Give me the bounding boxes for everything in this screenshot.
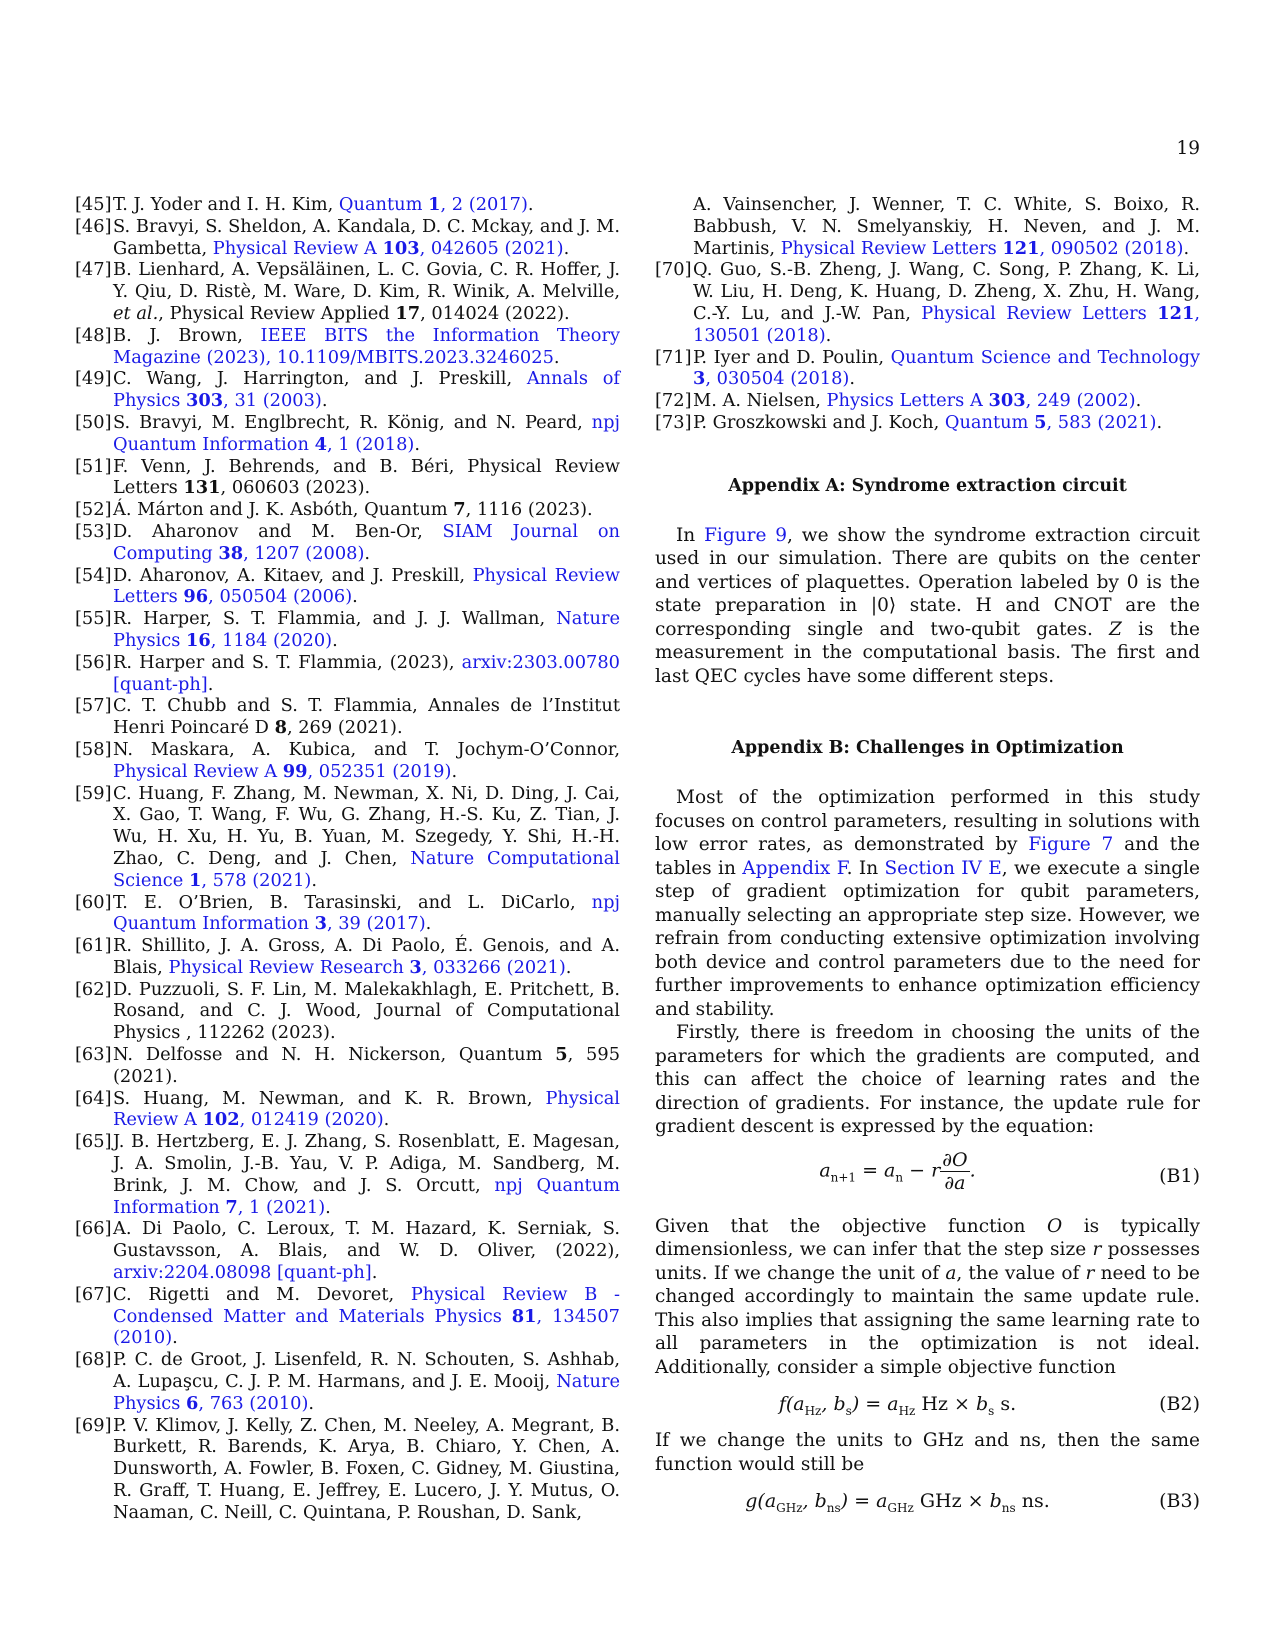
reference-number: [64] xyxy=(75,1087,112,1109)
reference-text: R. Harper and S. T. Flammia, (2023), arxiv:2303.00780 [quant-ph]. xyxy=(113,651,620,695)
reference-entry xyxy=(75,499,620,521)
reference-entry xyxy=(655,347,1200,391)
reference-number: [45] xyxy=(75,194,112,215)
reference-text: C. Wang, J. Harrington, and J. Preskill, Annals of Physics 303, 31 (2003). xyxy=(113,368,620,412)
reference-number: [67] xyxy=(75,1283,112,1305)
reference-number: [72] xyxy=(655,390,692,412)
reference-entry xyxy=(75,1088,620,1132)
page-number: 19 xyxy=(1176,138,1200,159)
reference-entry xyxy=(75,412,620,456)
reference-number: [55] xyxy=(75,608,112,630)
appendix-b-paragraph-3: Given that the objective function O is typically dimensionless, we can infer that the step size r possesses units. If we change the unit of a, the value of r need to be changed accordingly to maintain the same update rule. This also implies that assigning the same learning rate to all parameters in the optimization is not ideal. Additionally, consider a simple objective function xyxy=(655,1215,1201,1378)
equation-b2: $f(a_{Hz}$, $b_s) = a_{Hz}$ $Hz \times b_s$ s. (B2) xyxy=(778,1393,1200,1419)
equation-b3: $g(a_{GHz}$, $b_{ns}) = a_{GHz}$ GHz × $b_{ns}$ ns. (B3) xyxy=(745,1490,1200,1516)
reference-text: Á. Márton and J. K. Asbóth, Quantum 7, 1116 (2023). xyxy=(113,499,593,521)
reference-text: C. Rigetti and M. Devoret, Physical Review B - Condensed Matter and Materials Physics 81, 134507 (2010). xyxy=(113,1283,620,1349)
reference-text: B. Lienhard, A. Vepsäläinen, L. C. Govia, C. R. Hoffer, J. Y. Qiu, D. Ristè, M. Ware, D. Kim, R. Winik, A. Melville, et al., Physical Review Applied 17, 014024 (2022). xyxy=(113,259,620,324)
reference-text: S. Huang, M. Newman, and K. R. Brown, Physical Review A 102, 012419 (2020). xyxy=(113,1087,620,1131)
reference-text: C. T. Chubb and S. T. Flammia, Annales de l’Institut Henri Poincaré D 8, 269 (2021). xyxy=(113,695,620,739)
reference-entry xyxy=(75,1131,620,1218)
reference-number: [56] xyxy=(75,651,112,673)
equation-b1: $a_{n+1} = a_n - r$ $\frac{\partial O}{\partial a}$ . (B1) xyxy=(819,1148,1200,1194)
reference-entry xyxy=(75,368,620,412)
reference-text: N. Maskara, A. Kubica, and T. Jochym-O’Connor, Physical Review A 99, 052351 (2019). xyxy=(113,738,620,782)
reference-number: [68] xyxy=(75,1349,112,1371)
reference-text: P. Groszkowski and J. Koch, Quantum 5, 583 (2021). xyxy=(693,411,1163,433)
reference-entry xyxy=(75,1349,620,1414)
reference-entry xyxy=(75,892,620,936)
reference-entry xyxy=(75,1044,620,1088)
appendix-b-paragraph-1: Most of the optimization performed in this study focuses on control parameters, resulting in solutions with low error rates, as demonstrated by Figure 7 and the tables in Appendix F. In Section IV E, we execute a single step of gradient optimization for qubit parameters, manually selecting an appropriate step size. However, we refrain from conducting extensive optimization involving both device and control parameters due to the need for further improvements to enhance optimization efficiency and stability. xyxy=(655,787,1200,1020)
reference-entry xyxy=(75,1284,620,1349)
reference-number: [69] xyxy=(75,1414,112,1436)
reference-text: R. Shillito, J. A. Gross, A. Di Paolo, É. Genois, and A. Blais, Physical Review Research 3, 033266 (2021). xyxy=(113,935,620,978)
reference-text: T. J. Yoder and I. H. Kim, Quantum 1, 2 (2017). xyxy=(113,194,534,215)
reference-entry xyxy=(75,521,620,565)
reference-text: D. Puzzuoli, S. F. Lin, M. Malekakhlagh, E. Pritchett, B. Rosand, and C. J. Wood, Journal of Computational Physics , 112262 (2023). xyxy=(113,978,620,1044)
reference-text: R. Harper, S. T. Flammia, and J. J. Wallman, Nature Physics 16, 1184 (2020). xyxy=(113,608,620,651)
reference-entry xyxy=(75,216,620,260)
reference-text: P. Iyer and D. Poulin, Quantum Science and Technology 3, 030504 (2018). xyxy=(693,346,1201,390)
reference-entry xyxy=(655,194,1200,259)
reference-number: [60] xyxy=(75,891,112,913)
reference-text: D. Aharonov, A. Kitaev, and J. Preskill, Physical Review Letters 96, 050504 (2006). xyxy=(113,564,620,608)
reference-number: [57] xyxy=(75,695,112,717)
reference-number: [58] xyxy=(75,738,112,760)
equation-b2-tag: (B2) xyxy=(1159,1393,1200,1416)
reference-entry xyxy=(75,456,620,500)
reference-text: M. A. Nielsen, Physics Letters A 303, 249 (2002). xyxy=(693,390,1142,412)
reference-number: [63] xyxy=(75,1044,112,1066)
appendix-b-paragraph-4: If we change the units to GHz and ns, then the same function would still be xyxy=(655,1430,1200,1475)
reference-text: P. C. de Groot, J. Lisenfeld, R. N. Schouten, S. Ashhab, A. Lupaşcu, C. J. P. M. Harmans, and J. E. Mooij, Nature Physics 6, 763 (2010). xyxy=(113,1349,620,1414)
reference-number: [53] xyxy=(75,520,112,542)
reference-entry xyxy=(75,652,620,696)
reference-entry xyxy=(75,783,620,892)
reference-number: [49] xyxy=(75,368,112,390)
right-column xyxy=(655,194,1200,1526)
reference-number: [52] xyxy=(75,499,112,521)
reference-number: [66] xyxy=(75,1218,112,1240)
reference-number: [73] xyxy=(655,411,692,433)
appendix-b-paragraph-2: Firstly, there is freedom in choosing the units of the parameters for which the gradients are computed, and this can affect the choice of learning rates and the direction of gradients. For instance, the update rule for gradient descent is expressed by the equation: xyxy=(655,1022,1200,1138)
reference-number: [59] xyxy=(75,782,112,804)
reference-number: [61] xyxy=(75,935,112,957)
reference-text: N. Delfosse and N. H. Nickerson, Quantum 5, 595 (2021). xyxy=(113,1044,621,1087)
reference-entry xyxy=(75,739,620,783)
reference-text: J. B. Hertzberg, E. J. Zhang, S. Rosenblatt, E. Magesan, J. A. Smolin, J.-B. Yau, V. P. Adiga, M. Sandberg, M. Brink, J. M. Chow, and J. S. Orcutt, npj Quantum Information 7, 1 (2021). xyxy=(113,1131,620,1218)
reference-entry xyxy=(75,194,620,216)
reference-entry xyxy=(75,979,620,1044)
appendix-a-paragraph: In Figure 9, we show the syndrome extraction circuit used in our simulation. There are qubits on the center and vertices of plaquettes. Operation labeled by 0 is the state preparation in |0⟩ state. H and CNOT are the corresponding single and two-qubit gates. Z is the measurement in the computational basis. The first and last QEC cycles have some different steps. xyxy=(655,524,1200,687)
references-left-column xyxy=(75,194,620,1524)
reference-number: [46] xyxy=(75,215,112,237)
reference-number: [48] xyxy=(75,324,112,346)
appendix-a-title: Appendix A: Syndrome extraction circuit xyxy=(728,475,1127,496)
reference-entry xyxy=(75,608,620,652)
reference-text: D. Aharonov and M. Ben-Or, SIAM Journal on Computing 38, 1207 (2008). xyxy=(113,520,620,564)
reference-entry xyxy=(75,935,620,979)
reference-text: Q. Guo, S.-B. Zheng, J. Wang, C. Song, P. Zhang, K. Li, W. Liu, H. Deng, K. Huang, D. Zheng, X. Zhu, H. Wang, C.-Y. Lu, and J.-W. Pan, Physical Review Letters 121, 130501 (2018). xyxy=(693,259,1200,346)
reference-number: [50] xyxy=(75,411,112,433)
reference-number: [54] xyxy=(75,564,112,586)
reference-entry xyxy=(75,259,620,324)
reference-entry xyxy=(655,259,1200,346)
appendix-b-title: Appendix B: Challenges in Optimization xyxy=(731,738,1124,759)
reference-number: [47] xyxy=(75,259,112,281)
reference-number: [71] xyxy=(655,346,692,368)
reference-entry xyxy=(655,390,1200,412)
equation-b1-tag: (B1) xyxy=(1159,1164,1200,1187)
reference-number: [62] xyxy=(75,978,112,1000)
reference-number: [65] xyxy=(75,1131,112,1153)
reference-text: A. Di Paolo, C. Leroux, T. M. Hazard, K. Serniak, S. Gustavsson, A. Blais, and W. D. Oliver, (2022), arxiv:2204.08098 [quant-ph]. xyxy=(113,1218,620,1284)
reference-text: P. V. Klimov, J. Kelly, Z. Chen, M. Neeley, A. Megrant, B. Burkett, R. Barends, K. Arya, B. Chiaro, Y. Chen, A. Dunsworth, A. Fowler, B. Foxen, C. Gidney, M. Giustina, R. Graff, T. Huang, E. Jeffrey, E. Lucero, J. Y. Mutus, O. Naaman, C. Neill, C. Quintana, P. Roushan, D. Sank, xyxy=(113,1414,620,1523)
reference-text: T. E. O’Brien, B. Tarasinski, and L. DiCarlo, npj Quantum Information 3, 39 (2017). xyxy=(113,891,620,935)
reference-number: [51] xyxy=(75,455,112,477)
reference-entry xyxy=(655,412,1200,434)
reference-entry xyxy=(75,1218,620,1283)
reference-text: S. Bravyi, M. Englbrecht, R. König, and N. Peard, npj Quantum Information 4, 1 (2018). xyxy=(113,411,620,455)
reference-text: S. Bravyi, S. Sheldon, A. Kandala, D. C. Mckay, and J. M. Gambetta, Physical Review A 103, 042605 (2021). xyxy=(113,215,620,259)
reference-text: C. Huang, F. Zhang, M. Newman, X. Ni, D. Ding, J. Cai, X. Gao, T. Wang, F. Wu, G. Zhang, H.-S. Ku, Z. Tian, J. Wu, H. Xu, H. Yu, B. Yuan, M. Szegedy, Y. Shi, H.-H. Zhao, C. Deng, and J. Chen, Nature Computational Science 1, 578 (2021). xyxy=(113,782,620,891)
reference-number: [70] xyxy=(655,259,692,281)
reference-text: F. Venn, J. Behrends, and B. Béri, Physical Review Letters 131, 060603 (2023). xyxy=(113,455,620,499)
reference-text: A. Vainsencher, J. Wenner, T. C. White, S. Boixo, R. Babbush, V. N. Smelyanskiy, H. Neven, and J. M. Martinis, Physical Review Letters 121, 090502 (2018). xyxy=(693,194,1200,259)
references-right-list xyxy=(655,194,1200,434)
reference-entry xyxy=(75,565,620,609)
equation-b3-tag: (B3) xyxy=(1159,1490,1200,1513)
reference-entry xyxy=(75,1415,620,1524)
reference-entry xyxy=(75,325,620,369)
reference-text: B. J. Brown, IEEE BITS the Information Theory Magazine (2023), 10.1109/MBITS.2023.3246025. xyxy=(113,324,621,368)
reference-entry xyxy=(75,695,620,739)
